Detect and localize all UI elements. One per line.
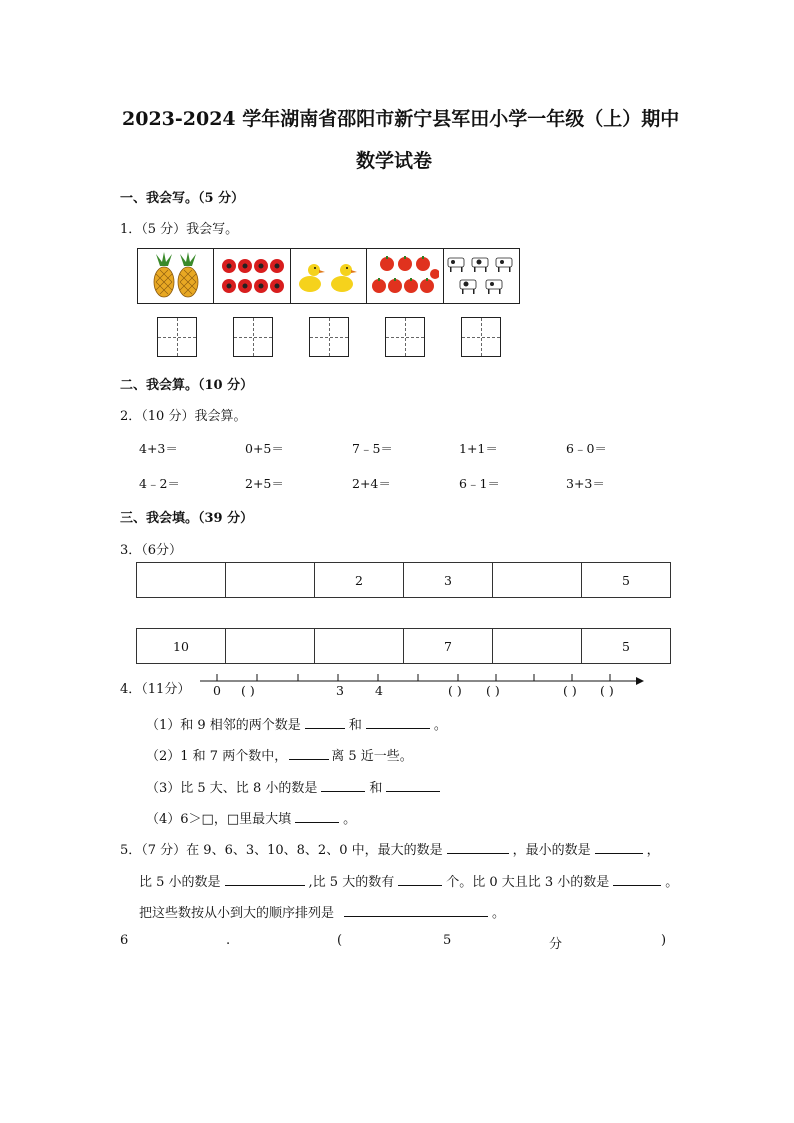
q5-l2b: ,比 5 大的数有: [308, 875, 395, 890]
calc-item: 6﹣1＝: [459, 476, 500, 491]
number-line-blank[interactable]: ( ): [241, 683, 255, 698]
cow-cell: [444, 249, 519, 303]
calc-item: 1+1＝: [459, 441, 498, 456]
number-line-label: 3: [336, 683, 344, 698]
table-cell: 2: [315, 563, 404, 597]
answer-blank[interactable]: [344, 904, 488, 917]
answer-blank[interactable]: [366, 716, 430, 729]
q6-dot: .: [226, 933, 231, 948]
q4-4-prefix: （4）6＞□，□里最大填: [146, 812, 292, 827]
answer-blank[interactable]: [447, 841, 509, 854]
table-cell[interactable]: [226, 563, 315, 597]
cow-icon: [446, 254, 516, 298]
page-title-line2: 数学试卷: [356, 150, 433, 172]
q4-2-end: 离 5 近一些。: [331, 749, 413, 764]
page-title-line1: 2023-2024 学年湖南省邵阳市新宁县军田小学一年级（上）期中: [122, 108, 680, 130]
number-line: [200, 668, 645, 688]
q4-4-end: 。: [343, 812, 357, 827]
q5-l3a: 把这些数按从小到大的顺序排列是: [139, 906, 335, 921]
answer-blank[interactable]: [305, 716, 345, 729]
number-table-1: [136, 562, 671, 598]
writing-grid[interactable]: [385, 317, 425, 357]
q4-part1: [146, 714, 447, 733]
q5-line1: [120, 839, 660, 858]
table-cell: 7: [404, 629, 493, 663]
q5-line2: [139, 871, 678, 890]
answer-blank[interactable]: [398, 873, 442, 886]
section3-heading: 三、我会填。（39 分）: [120, 511, 254, 526]
q5-mid1: ，最小的数是: [512, 843, 591, 858]
calc-item: 0+5＝: [245, 441, 284, 456]
q5-l3b: 。: [492, 906, 506, 921]
q5-l2c: 个。比 0 大且比 3 小的数是: [446, 875, 610, 890]
q6-number: 6: [120, 933, 129, 948]
answer-blank[interactable]: [613, 873, 661, 886]
table-cell[interactable]: [493, 629, 582, 663]
answer-blank[interactable]: [595, 841, 643, 854]
number-line-label: 4: [375, 683, 383, 698]
q4-1-prefix: （1）和 9 相邻的两个数是: [146, 718, 301, 733]
calc-item: 4+3＝: [139, 441, 178, 456]
number-line-label: 0: [213, 683, 221, 698]
calc-item: 7﹣5＝: [352, 441, 393, 456]
question-1: 1．（5 分）我会写。: [120, 222, 239, 237]
number-line-blank[interactable]: ( ): [563, 683, 577, 698]
q4-1-end: 。: [433, 718, 447, 733]
writing-grid[interactable]: [461, 317, 501, 357]
flower-icon: [220, 256, 284, 296]
calc-item: 6﹣0＝: [566, 441, 607, 456]
table-cell[interactable]: [315, 629, 404, 663]
q5-l2a: 比 5 小的数是: [139, 875, 221, 890]
writing-grid[interactable]: [309, 317, 349, 357]
q6-score: 5: [443, 933, 452, 948]
q5-line3: [139, 902, 505, 921]
q4-3-prefix: （3）比 5 大、比 8 小的数是: [146, 781, 318, 796]
number-line-blank[interactable]: ( ): [486, 683, 500, 698]
table-cell: 5: [622, 638, 630, 654]
flower-cell: [214, 249, 290, 303]
calc-item: 4﹣2＝: [139, 476, 180, 491]
number-table-2: [136, 628, 671, 664]
table-cell[interactable]: [226, 629, 315, 663]
pineapple-cell: [138, 249, 214, 303]
section2-heading: 二、我会算。（10 分）: [120, 378, 254, 393]
calc-item: 2+5＝: [245, 476, 284, 491]
table-cell: 3: [404, 563, 493, 597]
q4-part3: [146, 777, 444, 796]
q4-2-prefix: （2）1 和 7 两个数中，: [146, 749, 288, 764]
answer-blank[interactable]: [295, 810, 339, 823]
duck-cell: [291, 249, 367, 303]
answer-blank[interactable]: [225, 873, 305, 886]
answer-blank[interactable]: [321, 779, 365, 792]
answer-blank[interactable]: [289, 747, 329, 760]
picture-strip: [137, 248, 520, 304]
duck-icon: [296, 254, 362, 298]
q4-3-mid: 和: [369, 781, 383, 796]
tomato-cell: [367, 249, 443, 303]
calc-item: 2+4＝: [352, 476, 391, 491]
calc-item: 3+3＝: [566, 476, 605, 491]
number-line-blank[interactable]: ( ): [600, 683, 614, 698]
q4-part2: [146, 745, 413, 764]
q4-1-mid: 和: [348, 718, 362, 733]
question-4: 4．（11分）: [120, 682, 191, 697]
q5-l2d: 。: [665, 875, 679, 890]
writing-grid[interactable]: [157, 317, 197, 357]
pineapple-icon: [146, 252, 206, 300]
q5-prefix: 5．（7 分）在 9、6、3、10、8、2、0 中，最大的数是: [120, 843, 443, 858]
table-cell[interactable]: [493, 563, 582, 597]
question-2: 2．（10 分）我会算。: [120, 409, 247, 424]
section1-heading: 一、我会写。（5 分）: [120, 191, 245, 206]
tomato-icon: [371, 254, 439, 298]
q6-paren-close: ): [661, 933, 667, 948]
question-3: 3．（6分）: [120, 543, 183, 558]
answer-blank[interactable]: [386, 779, 440, 792]
q6-paren-open: (: [337, 933, 343, 948]
number-line-blank[interactable]: ( ): [448, 683, 462, 698]
q6-unit: 分: [549, 937, 563, 952]
table-cell: 5: [622, 572, 630, 588]
writing-grid[interactable]: [233, 317, 273, 357]
q5-mid1-end: ，: [646, 843, 660, 858]
q4-part4: [146, 808, 356, 827]
table-cell[interactable]: [137, 563, 226, 597]
table-cell: 10: [137, 629, 226, 663]
